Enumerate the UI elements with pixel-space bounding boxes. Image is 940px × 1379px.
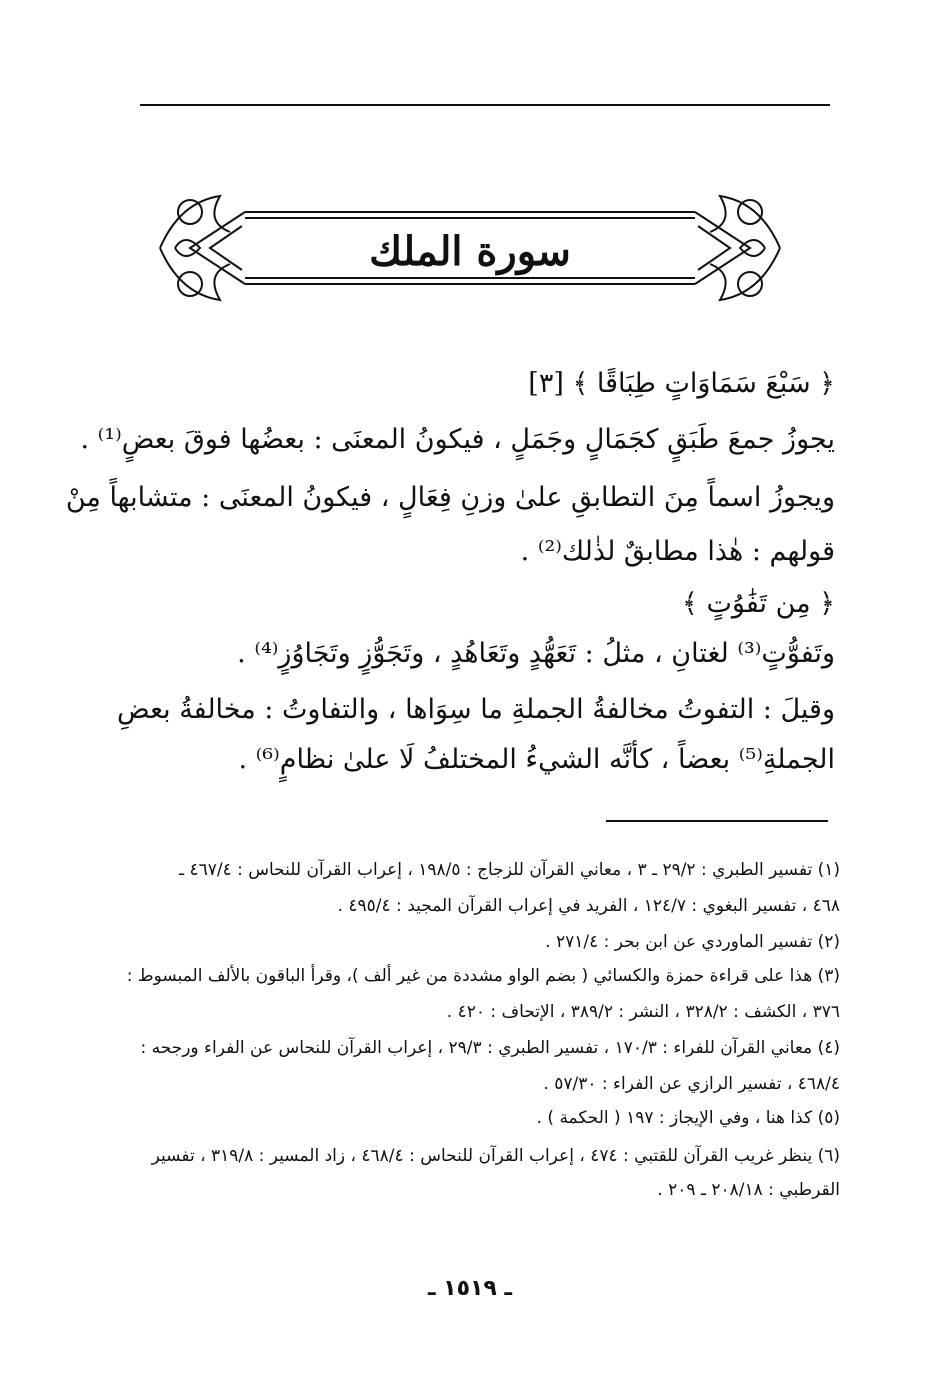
footnote-line: ٤٦٨/٤ ، تفسير الرازي عن الفراء : ٥٧/٣٠ . [543,1074,840,1094]
text-line: وقيلَ : التفوتُ مخالفةُ الجملةِ ما سِوَاها ، والتفاوتُ : مخالفةُ بعضِ [117,694,835,725]
footnote-line: (٤) معاني القرآن للفراء : ١٧٠/٣ ، تفسير الطبري : ٢٩/٣ ، إعراب القرآن للنحاس عن الفراء ورجحه : [140,1038,840,1058]
footnote-line: (٥) كذا هنا ، وفي الإيجاز : ١٩٧ ( الحكمة ) . [536,1108,840,1128]
footnote-line: (٦) ينظر غريب القرآن للقتبي : ٤٧٤ ، إعراب القرآن للنحاس : ٤٦٨/٤ ، زاد المسير : ٣١٩/٨ ، تفسير [151,1146,840,1166]
surah-title: سورة الملك [369,228,571,275]
surah-title-frame [150,182,790,312]
text-line: الجملةِ⁽⁵⁾ بعضاً ، كأنَّه الشيءُ المختلفُ لَا علىٰ نظامٍ⁽⁶⁾ . [238,744,835,775]
footnote-line: (١) تفسير الطبري : ٢٩/٢ ـ ٣ ، معاني القرآن للزجاج : ١٩٨/٥ ، إعراب القرآن للنحاس : ٤٦٧/٤ ـ [179,860,840,880]
text-line: يجوزُ جمعَ طَبَقٍ كجَمَالٍ وجَمَلٍ ، فيكونُ المعنَى : بعضُها فوقَ بعضٍ⁽¹⁾ . [80,424,835,455]
page-number: ـ ١٥١٩ ـ [427,1276,513,1301]
text-line: قولهم : هٰذا مطابقٌ لذٰلك⁽²⁾ . [520,536,835,567]
footnote-line: (٣) هذا على قراءة حمزة والكسائي ( بضم الواو مشددة من غير ألف )، وقرأ الباقون بالألف المبسوط : [126,966,840,986]
verse-line: ﴿ سَبْعَ سَمَاوَاتٍ طِبَاقًا ﴾ [٣] [528,368,835,399]
text-line: وتَفوُّتٍ⁽³⁾ لغتانِ ، مثلُ : تَعَهُّدٍ وتَعَاهُدٍ ، وتَجَوُّزٍ وتَجَاوُزٍ⁽⁴⁾ . [237,638,835,669]
footnote-line: (٢) تفسير الماوردي عن ابن بحر : ٢٧١/٤ . [545,932,840,952]
footnote-line: ٣٧٦ ، الكشف : ٣٢٨/٢ ، النشر : ٣٨٩/٢ ، الإتحاف : ٤٢٠ . [446,1002,840,1022]
verse-line: ﴿ مِن تَفَٰوُتٍ ﴾ [682,588,835,619]
footnote-line: ٤٦٨ ، تفسير البغوي : ١٢٤/٧ ، الفريد في إعراب القرآن المجيد : ٤٩٥/٤ . [337,896,840,916]
footnote-rule [606,820,828,822]
text-line: ويجوزُ اسماً مِنَ التطابقِ علىٰ وزنِ فِعَالٍ ، فيكونُ المعنَى : متشابهاً مِنْ [65,482,835,513]
header-rule [140,104,830,106]
footnote-line: القرطبي : ٢٠٨/١٨ ـ ٢٠٩ . [657,1180,840,1200]
